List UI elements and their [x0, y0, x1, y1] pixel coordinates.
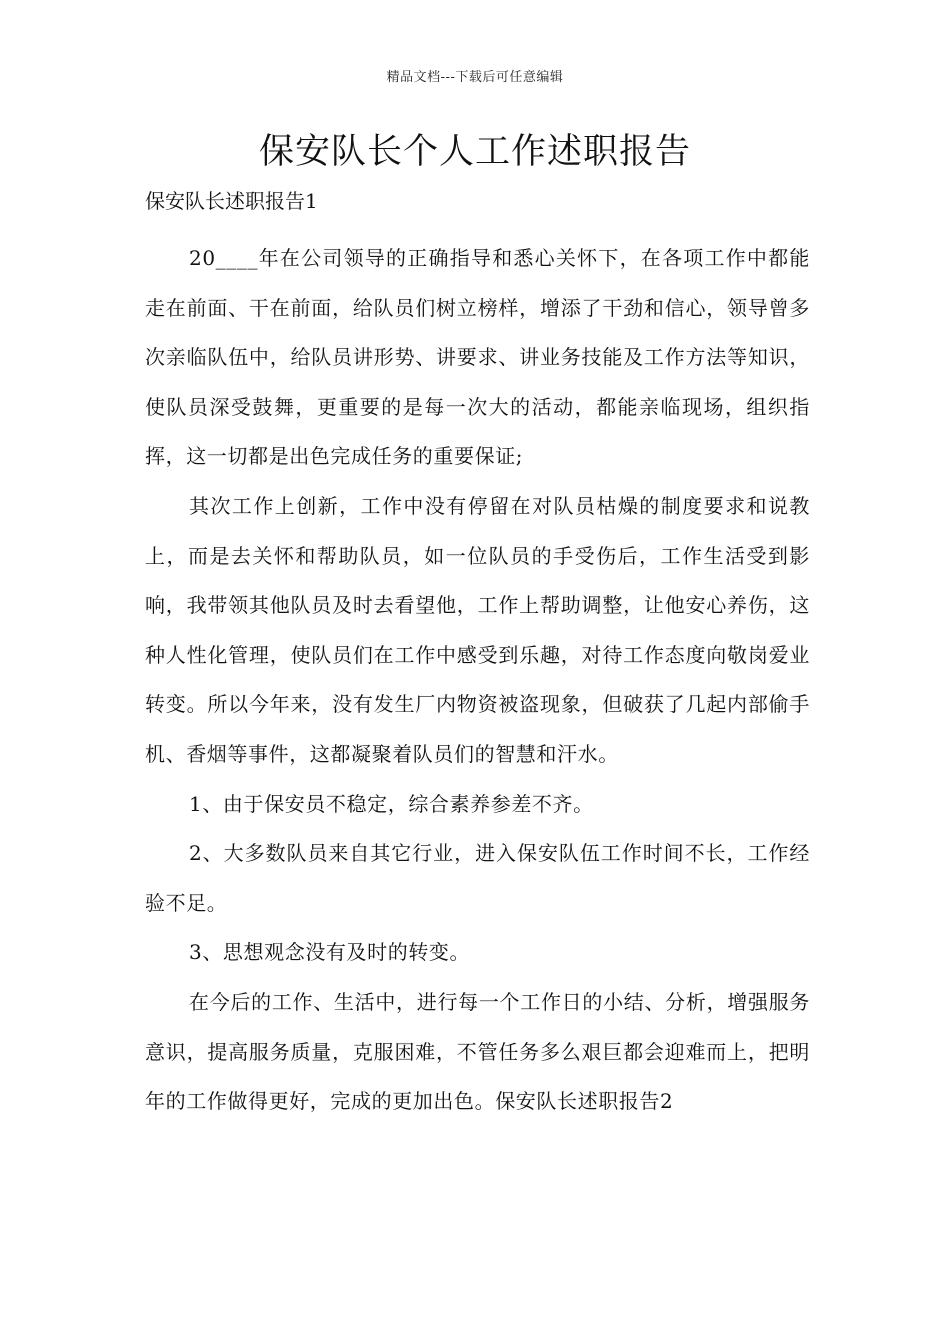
header-note: 精品文档---下载后可任意编辑: [386, 70, 564, 85]
paragraph: 在今后的工作、生活中，进行每一个工作日的小结、分析，增强服务意识，提高服务质量，克服困难，不管任务多么艰巨都会迎难而上，把明年的工作做得更好，完成的更加出色。保安队长述职报告2: [145, 989, 810, 1114]
list-item: 1、由于保安员不稳定，综合素养参差不齐。: [189, 791, 594, 816]
list-item: 2、大多数队员来自其它行业，进入保安队伍工作时间不长，工作经验不足。: [145, 841, 810, 915]
list-item: 3、思想观念没有及时的转变。: [189, 940, 471, 965]
section-heading: 保安队长述职报告1: [145, 189, 318, 213]
paragraph: 20____年在公司领导的正确指导和悉心关怀下，在各项工作中都能走在前面、干在前面，给队员们树立榜样，增添了干劲和信心，领导曾多次亲临队伍中，给队员讲形势、讲要求、讲业务技能及工作方法等知识，使队员深受鼓舞，更重要的是每一次大的活动，都能亲临现场，组织指挥，这一切都是出色完成任务的重要保证;: [145, 246, 810, 469]
paragraph: 其次工作上创新，工作中没有停留在对队员枯燥的制度要求和说教上，而是去关怀和帮助队员，如一位队员的手受伤后，工作生活受到影响，我带领其他队员及时去看望他，工作上帮助调整，让他安心养伤，这种人性化管理，使队员们在工作中感受到乐趣，对待工作态度向敬岗爱业转变。所以今年来，没有发生厂内物资被盗现象，但破获了几起内部偷手机、香烟等事件，这都凝聚着队员们的智慧和汗水。: [145, 493, 810, 766]
body-text: [145, 234, 810, 1127]
document-title: 保安队长个人工作述职报告: [258, 132, 691, 172]
